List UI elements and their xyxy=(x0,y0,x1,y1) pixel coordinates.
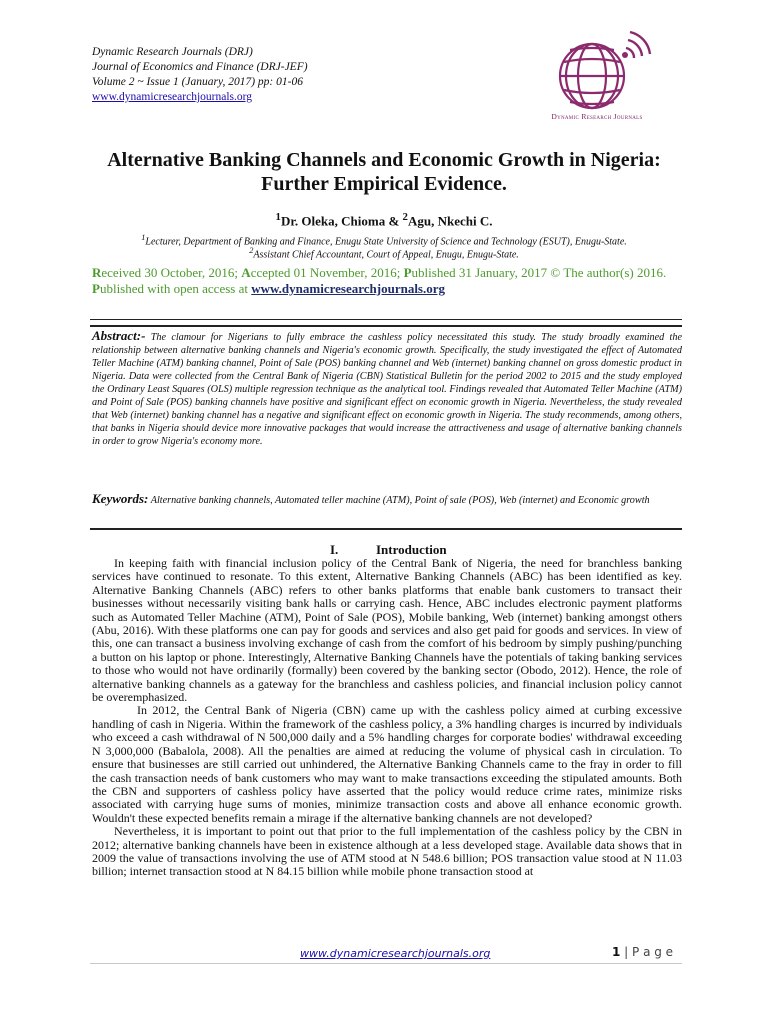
divider xyxy=(90,325,682,327)
footer-url-link[interactable]: www.dynamicresearchjournals.org xyxy=(300,947,491,960)
abstract-text: The clamour for Nigerians to fully embrace the cashless policy necessitated this study. The study broadly examined the relationship between alternative banking channels and Nigeria's economic growth. Specifically, the study investigated the effect of Automated Teller Machine (ATM) banking channel, Point of Sale (POS) banking channel and Web (internet) banking channel on gross domestic product in Nigeria. Data were collected from the Central Bank of Nigeria (CBN) Statistical Bulletin for the period 2002 to 2015 and the study employed the Ordinary Least Squares (OLS) multiple regression technique as the analytical tool. Findings revealed that Automated Teller Machine (ATM) and Point of Sale (POS) banking channels have positive and significant effect on economic growth in Nigeria. Nevertheless, the study revealed that Web (internet) banking channel has a negative and significant effect on economic growth in Nigeria. The study recommends, among others, that banks in Nigeria should device more innovative packages that would increase the attractiveness and usage of alternative banking channels in order to grow Nigeria's economy more. xyxy=(92,332,682,447)
paragraph: In 2012, the Central Bank of Nigeria (CBN) came up with the cashless policy aimed at curbing excessive handling of cash in Nigeria. Within the framework of the cashless policy, a 3% handling charges is incurred by individuals who exceed a cash withdrawal of N 500,000 daily and a 5% handling charges for corporate bodies' withdrawal exceeding N 3,000,000 (Babalola, 2008). All the penalties are aimed at reducing the volume of physical cash in circulation. To ensure that businesses are still carried out unhindered, the Alternative Banking Channels came to the fray in order to fill the cash transaction needs of bank customers who may want to make transactions exceeding the stipulated amounts. Both the CBN and supporters of cashless policy have asserted that the policy would reduce crime rates, minimize risks associated with carrying huge sums of monies, minimize transaction costs and above all enhance economic growth. Wouldn't these expected benefits remain a mirage if the alternative banking channels are not developed? xyxy=(92,703,682,825)
page-separator: | xyxy=(620,945,633,959)
affiliation-2-sup: 2 xyxy=(249,246,254,255)
title-line-2: Further Empirical Evidence. xyxy=(261,173,507,195)
author-list xyxy=(60,211,708,229)
paragraph: In keeping faith with financial inclusion policy of the Central Bank of Nigeria, the need for branchless banking services have continued to resonate. To this extent, Alternative Banking Channels (ABC) has been identified as key. Alternative Banking Channels (ABC) refers to other banks platforms that enable bank customers to transact their businesses without necessarily visiting bank halls or carrying cash. Hence, ABC includes electronic payment platforms such as Automated Teller Machine (ATM), Point of Sale (POS), Mobile banking, Web (internet) banking amongst others (Abu, 2016). With these platforms one can pay for goods and services and also get paid for goods and services. In view of this, one can transact a business involving exchange of cash from the comfort of his bedroom by simply pushing/punching a button on his laptop or phone. Interestingly, Alternative Banking Channels have the potentials of taking banking services to those who would not have ordinarily (formally) been covered by the banking sector (Obodo, 2012). Hence, the role of alternative banking channels as a gateway for the branchless and cashless policies, and financial inclusion policy cannot be overemphasized. xyxy=(92,556,682,705)
publication-history xyxy=(92,265,684,297)
journal-subtitle: Journal of Economics and Finance (DRJ-JEF) xyxy=(92,61,308,73)
received-date: eceived 30 October, 2016; xyxy=(101,265,242,280)
abstract-label: Abstract:- xyxy=(92,328,146,343)
paper-title xyxy=(60,148,708,196)
page-number xyxy=(612,945,673,959)
journal-header xyxy=(92,45,512,105)
published-date: ublished 31 January, 2017 © The author(s) 2016. xyxy=(411,265,667,280)
journal-name: Dynamic Research Journals (DRJ) xyxy=(92,46,253,58)
keywords-label: Keywords: xyxy=(92,491,149,506)
open-access-note: ublished with open access at xyxy=(99,281,252,296)
footer-divider xyxy=(90,963,682,964)
published-initial: P xyxy=(403,265,412,280)
section-number: I. xyxy=(330,542,339,557)
journal-url-link[interactable]: www.dynamicresearchjournals.org xyxy=(92,91,252,103)
keywords-text: Alternative banking channels, Automated teller machine (ATM), Point of sale (POS), Web (internet) and Economic growth xyxy=(150,495,650,506)
signal-waves-icon xyxy=(626,32,650,58)
divider xyxy=(90,319,682,320)
author-2-sup: 2 xyxy=(402,211,408,223)
accepted-date: ccepted 01 November, 2016; xyxy=(250,265,404,280)
divider xyxy=(90,528,682,530)
body-text xyxy=(92,557,682,879)
affiliation-2-text: Assistant Chief Accountant, Court of Appeal, Enugu, Enugu-State. xyxy=(253,249,519,261)
open-access-initial: P xyxy=(92,281,100,296)
page-label: P a g e xyxy=(632,945,674,959)
logo-caption: Dynamic Research Journals xyxy=(551,112,643,121)
paragraph: Nevertheless, it is important to point out that prior to the full implementation of the cashless policy by the CBN in 2012; alternative banking channels have been in existence although at a less developed stage. Available data shows that in 2009 the value of transactions involving the use of ATM stood at N 548.6 billion; POS transaction value stood at N 11.03 billion; internet transaction stood at N 84.15 billion while mobile phone transaction stood at xyxy=(92,824,682,879)
affiliation-2 xyxy=(60,244,708,261)
author-2-name: Agu, Nkechi C. xyxy=(407,213,493,229)
received-initial: R xyxy=(92,265,102,280)
accepted-initial: A xyxy=(241,265,251,280)
author-1-name: Dr. Oleka, Chioma & xyxy=(280,213,403,229)
open-access-url-link[interactable]: www.dynamicresearchjournals.org xyxy=(251,281,446,296)
page-number-value: 1 xyxy=(612,945,621,959)
title-line-1: Alternative Banking Channels and Economic Growth in Nigeria: xyxy=(107,149,661,171)
section-title: Introduction xyxy=(376,542,447,557)
affiliation-1-text: Lecturer, Department of Banking and Finance, Enugu State University of Science and Technology (ESUT), Enugu-State. xyxy=(145,236,627,248)
affiliation-1-sup: 1 xyxy=(141,233,146,242)
keywords xyxy=(92,492,682,507)
abstract xyxy=(92,329,682,448)
author-1-sup: 1 xyxy=(275,211,281,223)
journal-volume: Volume 2 ~ Issue 1 (January, 2017) pp: 01-06 xyxy=(92,76,303,88)
